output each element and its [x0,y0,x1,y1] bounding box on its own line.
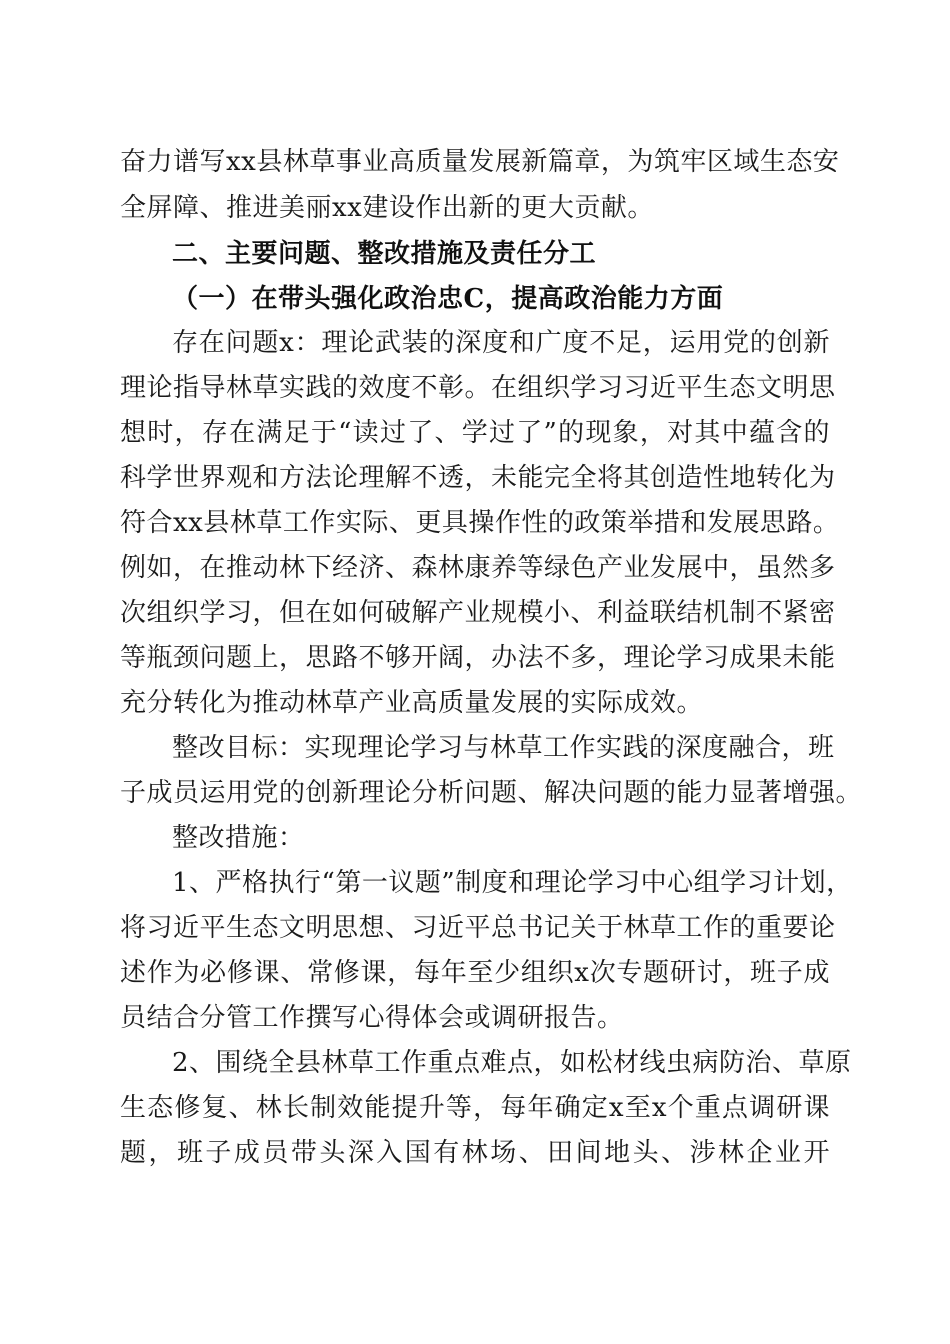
measures-label: 整改措施： [172,823,305,853]
problem-line-7: 次组织学习，但在如何破解产业规模小、利益联结机制不紧密 [120,598,836,628]
measure2-line-1: 2、围绕全县林草工作重点难点，如松材线虫病防治、草原 [172,1048,852,1078]
goal-line-1: 整改目标：实现理论学习与林草工作实践的深度融合，班 [172,733,835,763]
problem-line-4: 科学世界观和方法论理解不透，未能完全将其创造性地转化为 [120,463,836,493]
measure1-line-4: 员结合分管工作撰写心得体会或调研报告。 [120,1003,624,1033]
problem-line-8: 等瓶颈问题上，思路不够开阔，办法不多，理论学习成果未能 [120,643,836,673]
intro-line-2: 全屏障、推进美丽xx建设作出新的更大贡献。 [120,193,654,223]
problem-line-1: 存在问题x：理论武装的深度和广度不足，运用党的创新 [172,328,830,358]
measure2-line-3: 题，班子成员带头深入国有林场、田间地头、涉林企业开 [120,1138,830,1168]
problem-line-6: 例如，在推动林下经济、森林康养等绿色产业发展中，虽然多 [120,553,836,583]
intro-line-1: 奋力谱写xx县林草事业高质量发展新篇章，为筑牢区域生态安 [120,147,840,177]
problem-line-9: 充分转化为推动林草产业高质量发展的实际成效。 [120,688,704,718]
measure1-line-2: 将习近平生态文明思想、习近平总书记关于林草工作的重要论 [120,913,836,943]
problem-line-2: 理论指导林草实践的效度不彰。在组织学习习近平生态文明思 [120,373,836,403]
measure1-line-3: 述作为必修课、常修课，每年至少组织x次专题研讨，班子成 [120,958,830,988]
sub-heading: （一）在带头强化政治忠C，提高政治能力方面 [172,284,724,314]
section-heading: 二、主要问题、整改措施及责任分工 [172,239,597,269]
problem-line-5: 符合xx县林草工作实际、更具操作性的政策举措和发展思路。 [120,508,840,538]
goal-line-2: 子成员运用党的创新理论分析问题、解决问题的能力显著增强。 [120,778,863,808]
measure2-line-2: 生态修复、林长制效能提升等，每年确定x至x个重点调研课 [120,1093,830,1123]
problem-line-3: 想时，存在满足于“读过了、学过了”的现象，对其中蕴含的 [120,418,830,448]
measure1-line-1: 1、严格执行“第一议题”制度和理论学习中心组学习计划， [172,868,853,898]
